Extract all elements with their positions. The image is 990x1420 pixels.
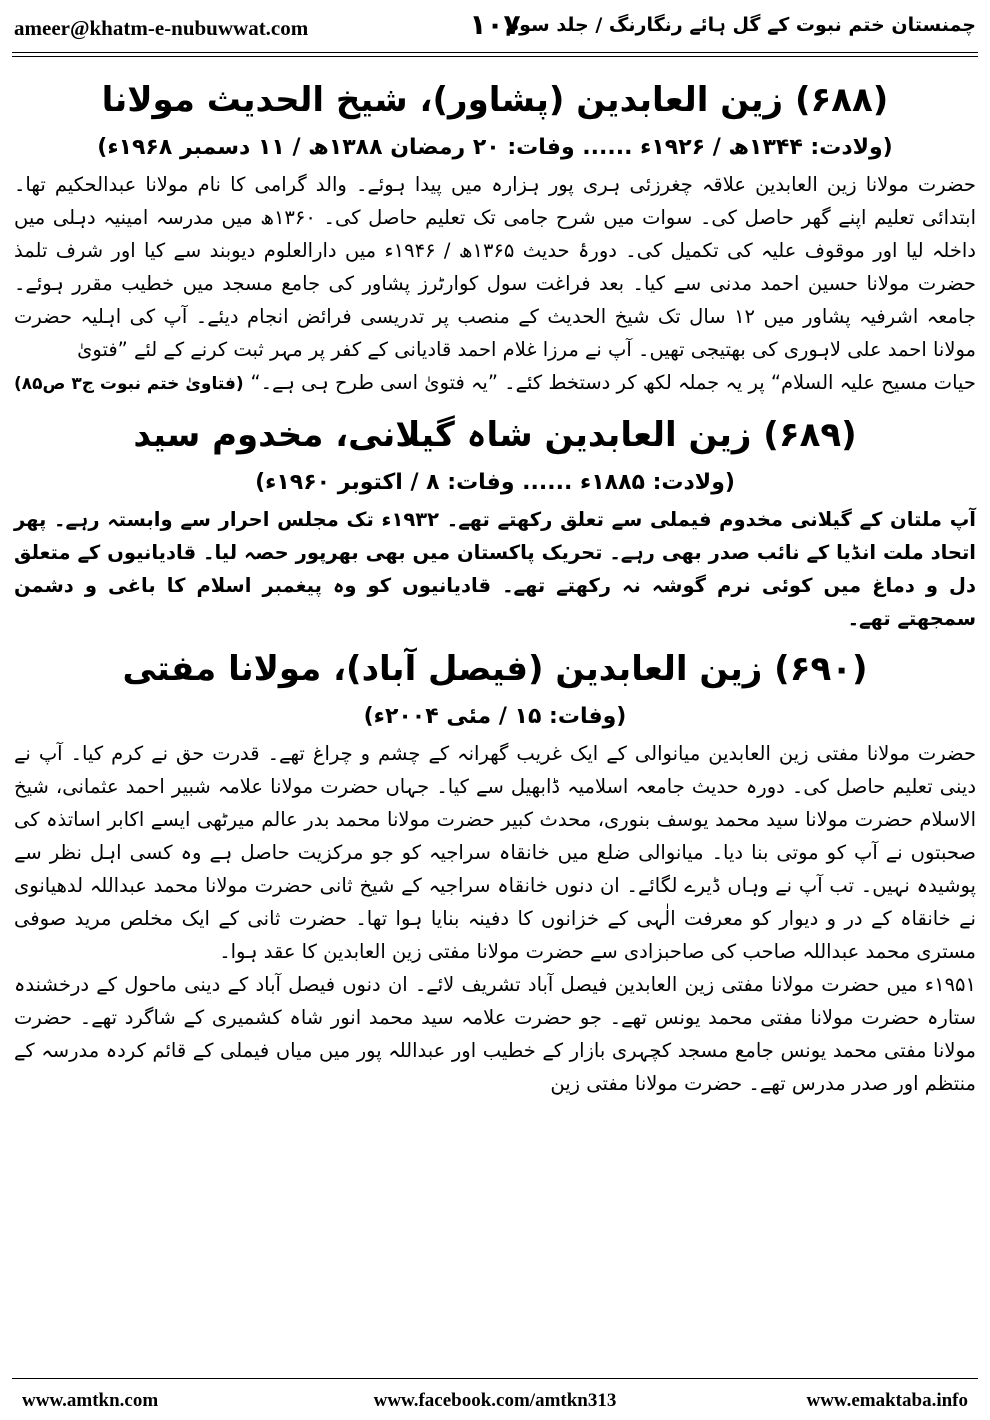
closing-line: حیات مسیح علیہ السلام“ پر یہ جملہ لکھ کر دستخط کئے۔ ”یہ فتویٰ اسی طرح ہی ہے۔“ <box>250 371 976 394</box>
entry-689 <box>14 407 976 635</box>
footer-link-facebook[interactable]: www.facebook.com/amtkn313 <box>373 1390 617 1411</box>
footer-link-amtkn[interactable]: www.amtkn.com <box>22 1390 159 1411</box>
entry-paragraph: ۱۹۵۱ء میں حضرت مولانا مفتی زین العابدین فیصل آباد تشریف لائے۔ ان دنوں فیصل آباد کے دینی ماحول کے درخشندہ ستارہ حضرت مولانا مفتی محمد یونس تھے۔ جو حضرت علامہ سید محمد انور شاہ کشمیری کے شاگرد تھے۔ حضرت مولانا مفتی محمد یونس جامع مسجد کچہری بازار کے خطیب اور عبداللہ پور میں میاں فیملی کے قائم کردہ مدرسہ کے منتظم اور صدر مدرس تھے۔ حضرت مولانا مفتی زین <box>14 973 976 1095</box>
header-rule-double <box>12 56 978 57</box>
entry-dates: (ولادت: ۱۸۸۵ء ...... وفات: ۸ / اکتوبر ۱۹۶۰ء) <box>255 470 735 495</box>
entry-heading: (۶۸۹) زین العابدین شاہ گیلانی، مخدوم سید <box>133 415 857 455</box>
entry-690 <box>14 641 976 1100</box>
book-title: چمنستان ختم نبوت کے گل ہائے رنگارنگ / جلد سوم <box>505 14 976 36</box>
page-footer <box>0 1378 990 1418</box>
reference-citation: (فتاویٰ ختم نبوت ج۳ ص۸۵) <box>14 374 244 394</box>
entry-dates: (وفات: ۱۵ / مئی ۲۰۰۴ء) <box>363 704 627 729</box>
entry-heading: (۶۹۰) زین العابدین (فیصل آباد)، مولانا مفتی <box>122 649 868 689</box>
page-header <box>0 0 990 56</box>
page-number: ۱۰۷ <box>469 8 521 41</box>
page-content <box>14 66 976 1370</box>
entry-paragraph: حضرت مولانا مفتی زین العابدین میانوالی کے ایک غریب گھرانہ کے چشم و چراغ تھے۔ قدرت حق نے کرم کیا۔ آپ نے دینی تعلیم حاصل کی۔ دورہ حدیث جامعہ اسلامیہ ڈابھیل سے کیا۔ جہاں حضرت مولانا علامہ شبیر احمد عثمانی، شیخ الاسلام حضرت مولانا سید محمد یوسف بنوری، محدث کبیر حضرت مولانا محمد بدر عالم میرٹھی ایسے اکابر اساتذہ کی صحبتوں نے آپ کو موتی بنا دیا۔ میانوالی ضلع میں خانقاہ سراجیہ کو جو مرکزیت حاصل ہے وہ کسی اہل نظر سے پوشیدہ نہیں۔ تب آپ نے وہاں ڈیرے لگائے۔ ان دنوں خانقاہ سراجیہ کے شیخ ثانی حضرت مولانا محمد عبداللہ لدھیانوی نے خانقاہ کے در و دیوار کو معرفت الٰہی کے خزانوں کا دفینہ بنایا ہوا تھا۔ حضرت ثانی کے ایک مخلص مرید صوفی مستری محمد عبداللہ صاحب کی صاحبزادی سے حضرت مولانا مفتی زین العابدین کا عقد ہوا۔ <box>14 742 976 963</box>
entry-dates: (ولادت: ۱۳۴۴ھ / ۱۹۲۶ء ...... وفات: ۲۰ رمضان ۱۳۸۸ھ / ۱۱ دسمبر ۱۹۶۸ء) <box>97 135 893 160</box>
footer-link-emaktaba[interactable]: www.emaktaba.info <box>806 1390 968 1411</box>
entry-paragraph: حضرت مولانا زین العابدین علاقہ چغرزئی ہری پور ہزارہ میں پیدا ہوئے۔ والد گرامی کا نام مولانا عبدالحکیم تھا۔ ابتدائی تعلیم اپنے گھر حاصل کی۔ سوات میں شرح جامی تک تعلیم حاصل کی۔ ۱۳۶۰ھ میں مدرسہ امینیہ دہلی میں داخلہ لیا اور موقوف علیہ کی تکمیل کی۔ دورۂ حدیث ۱۳۶۵ھ / ۱۹۴۶ء میں دارالعلوم دیوبند سے کیا اور شرف تلمذ حضرت مولانا حسین احمد مدنی سے کیا۔ بعد فراغت سول کوارٹرز پشاور کی جامع مسجد میں خطیب مقرر ہوئے۔ جامعہ اشرفیہ پشاور میں ۱۲ سال تک شیخ الحدیث کے منصب پر تدریسی فرائض انجام دیئے۔ آپ کی اہلیہ حضرت مولانا احمد علی لاہوری کی بھتیجی تھیں۔ آپ نے مرزا غلام احمد قادیانی کے کفر پر مہر ثبت کرنے کے لئے ”فتویٰ <box>14 173 976 361</box>
entry-688 <box>14 72 976 401</box>
header-email[interactable]: ameer@khatm-e-nubuwwat.com <box>14 16 309 40</box>
entry-heading: (۶۸۸) زین العابدین (پشاور)، شیخ الحدیث مولانا <box>101 80 889 120</box>
entry-paragraph: آپ ملتان کے گیلانی مخدوم فیملی سے تعلق رکھتے تھے۔ ۱۹۳۲ء تک مجلس احرار سے وابستہ رہے۔ پھر اتحاد ملت انڈیا کے نائب صدر بھی رہے۔ تحریک پاکستان میں بھی بھرپور حصہ لیا۔ قادیانیوں کے متعلق دل و دماغ میں کوئی نرم گوشہ نہ رکھتے تھے۔ قادیانیوں کو وہ پیغمبر اسلام کا باغی و دشمن سمجھتے تھے۔ <box>14 508 976 630</box>
closing-line-row <box>14 366 976 401</box>
footer-rule <box>12 1378 978 1379</box>
header-rule <box>12 52 978 53</box>
